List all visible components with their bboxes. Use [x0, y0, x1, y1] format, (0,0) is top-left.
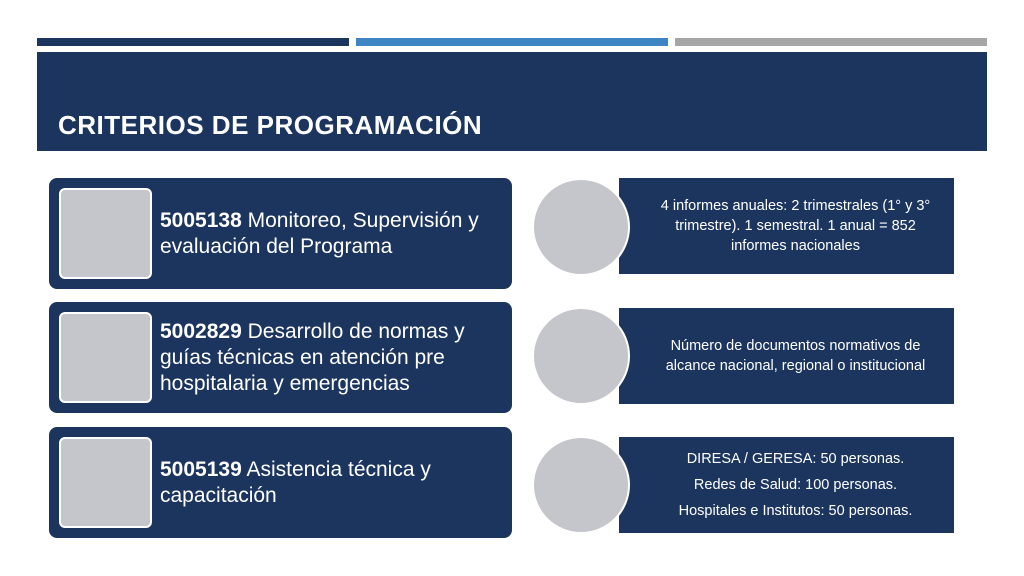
- accent-bar-gray: [675, 38, 987, 46]
- program-label: Desarrollo de normas y guías técnicas en atención pre hospitalaria y emergencias: [160, 319, 465, 395]
- criterion-box-1: [619, 178, 954, 274]
- page-title: CRITERIOS DE PROGRAMACIÓN: [58, 110, 483, 140]
- program-code: 5005138: [160, 208, 242, 232]
- card-thumbnail: [59, 188, 152, 279]
- program-code: 5005139: [160, 457, 242, 481]
- title-banner: [37, 52, 987, 151]
- accent-bar-navy: [37, 38, 349, 46]
- card-thumbnail: [59, 312, 152, 403]
- card-thumbnail: [59, 437, 152, 528]
- program-label: Asistencia técnica y capacitación: [160, 457, 431, 507]
- card-text: [160, 302, 505, 413]
- program-code: 5002829: [160, 319, 242, 343]
- program-card-1: [49, 178, 512, 289]
- criterion-text: 4 informes anuales: 2 trimestrales (1° y 3° trimestre). 1 semestral. 1 anual = 852 informes nacionales: [660, 198, 931, 254]
- criterion-circle-1: [532, 178, 630, 276]
- criterion-line: Hospitales e Institutos: 50 personas.: [678, 503, 913, 519]
- program-card-2: [49, 302, 512, 413]
- criterion-box-3: [619, 437, 954, 533]
- criterion-circle-2: [532, 307, 630, 405]
- criterion-line: Redes de Salud: 100 personas.: [693, 477, 898, 493]
- program-card-3: [49, 427, 512, 538]
- criterion-text: Número de documentos normativos de alcance nacional, regional o institucional: [665, 338, 926, 374]
- card-text: [160, 178, 505, 289]
- accent-bar-blue: [356, 38, 668, 46]
- program-label: Monitoreo, Supervisión y evaluación del Programa: [160, 208, 479, 258]
- card-text: [160, 427, 505, 538]
- criterion-circle-3: [532, 436, 630, 534]
- criterion-box-2: [619, 308, 954, 404]
- criterion-line: DIRESA / GERESA: 50 personas.: [686, 451, 905, 467]
